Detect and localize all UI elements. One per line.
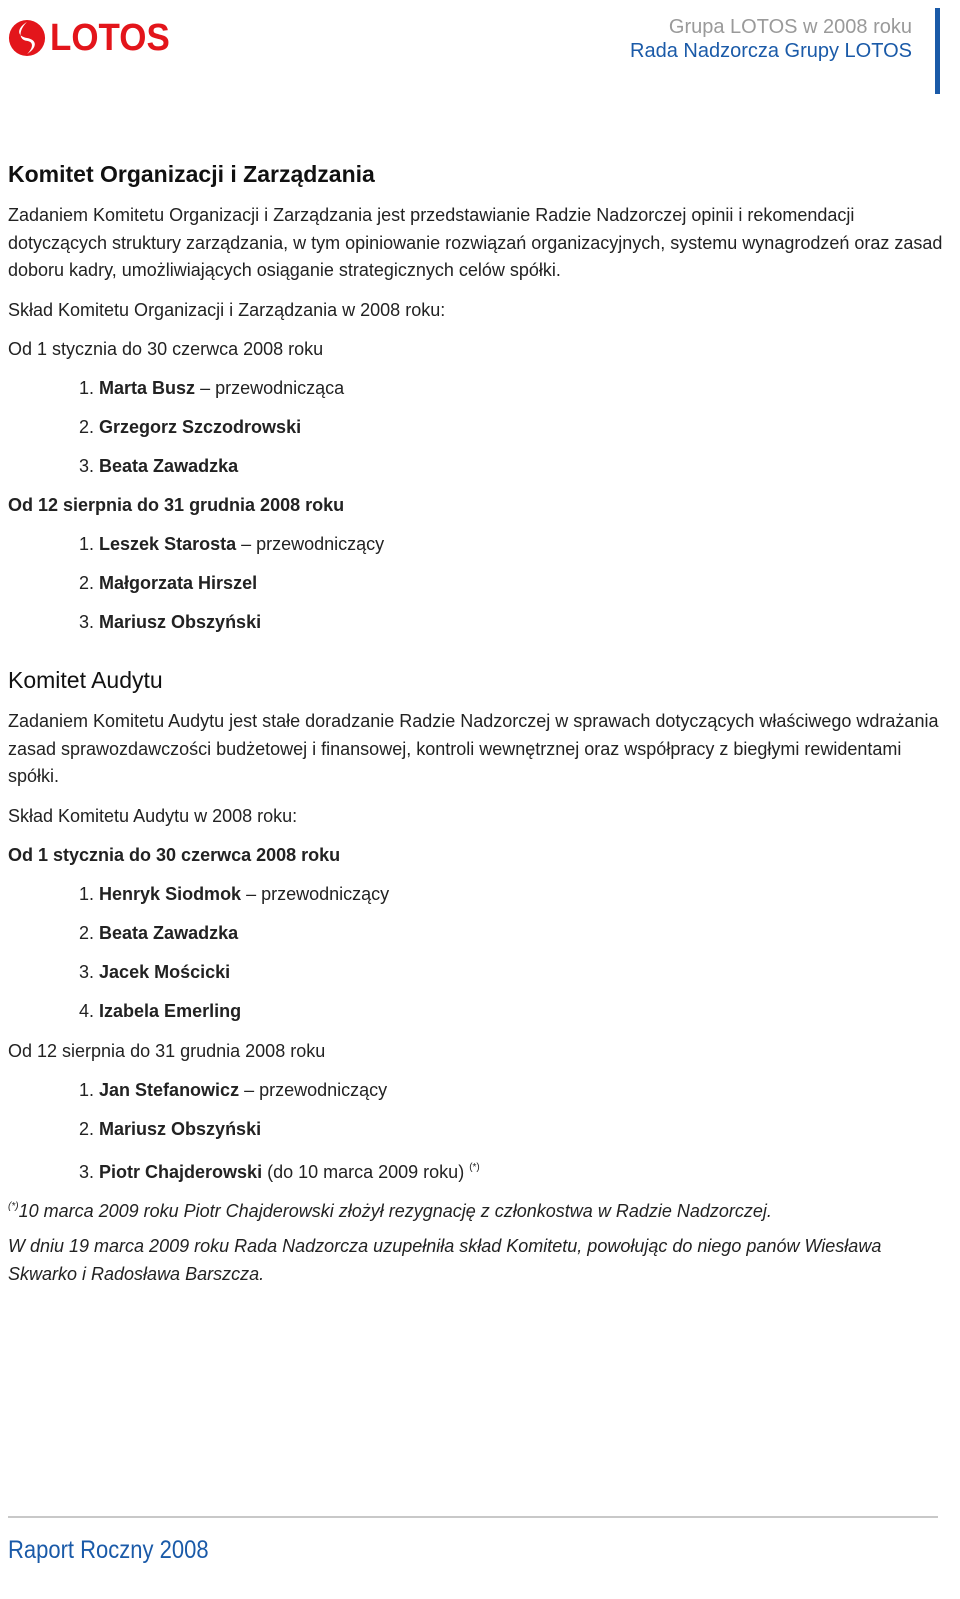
audit-p1-member-1: 1. Henryk Siodmok – przewodniczący (79, 884, 390, 904)
footnote-mark: (*) (8, 1201, 19, 1212)
footnote-text: 10 marca 2009 roku Piotr Chajderowski złożył rezygnację z członkostwa w Radzie Nadzorczej. (18, 1201, 772, 1221)
header-section-title: Rada Nadzorcza Grupy LOTOS (630, 40, 912, 62)
footer-divider (8, 1516, 938, 1518)
org-p2-member-1: 1. Leszek Starosta – przewodniczący (79, 534, 385, 554)
org-p2-member-3: 3. Mariusz Obszyński (79, 612, 262, 632)
logo-wordmark: LOTOS (50, 17, 170, 59)
org-committee-description: Zadaniem Komitetu Organizacji i Zarządzania jest przedstawianie Radzie Nadzorczej opinii i rekomendacji dotyczących struktury zarządzania, w tym opiniowanie rozwiązań organizacyjnych, systemu wynagrodzeń oraz zasad doboru kadry, umożliwiających osiąganie strategicznych celów spółki. (8, 205, 943, 281)
lotos-logo-icon (8, 19, 46, 57)
audit-composition-label: Skład Komitetu Audytu w 2008 roku: (8, 806, 298, 826)
audit-p1-member-2: 2. Beata Zawadzka (79, 923, 239, 943)
header-accent-bar (935, 8, 940, 94)
lotos-logo (8, 18, 180, 58)
audit-p1-member-3: 3. Jacek Mościcki (79, 962, 231, 982)
audit-note: W dniu 19 marca 2009 roku Rada Nadzorcza uzupełniła skład Komitetu, powołując do niego panów Wiesława Skwarko i Radosława Barszcza. (8, 1236, 882, 1284)
audit-committee-description: Zadaniem Komitetu Audytu jest stałe doradzanie Radzie Nadzorczej w sprawach dotyczących właściwego wdrażania zasad sprawozdawczości budżetowej i finansowej, kontroli wewnętrznej oraz współpracy z biegłymi rewidentami spółki. (8, 711, 939, 787)
audit-footnote (8, 1196, 772, 1222)
org-period1-label: Od 1 stycznia do 30 czerwca 2008 roku (8, 339, 324, 359)
footnote-reference: (*) (469, 1162, 480, 1173)
audit-p1-member-4: 4. Izabela Emerling (79, 1001, 242, 1021)
audit-p2-member-3: 3. Piotr Chajderowski (do 10 marca 2009 roku) (*) (79, 1162, 480, 1182)
audit-period2-label: Od 12 sierpnia do 31 grudnia 2008 roku (8, 1041, 326, 1061)
audit-committee-heading: Komitet Audytu (8, 667, 163, 693)
org-p2-member-2: 2. Małgorzata Hirszel (79, 573, 258, 593)
header-group-title: Grupa LOTOS w 2008 roku (668, 16, 912, 38)
footer-report-title: Raport Roczny 2008 (8, 1536, 209, 1564)
org-p1-member-3: 3. Beata Zawadzka (79, 456, 239, 476)
org-p1-member-1: 1. Marta Busz – przewodnicząca (79, 378, 345, 398)
audit-p2-member-1: 1. Jan Stefanowicz – przewodniczący (79, 1080, 388, 1100)
org-committee-heading: Komitet Organizacji i Zarządzania (8, 161, 375, 187)
org-period2-label: Od 12 sierpnia do 31 grudnia 2008 roku (8, 495, 345, 515)
org-p1-member-2: 2. Grzegorz Szczodrowski (79, 417, 302, 437)
document-header (630, 15, 912, 63)
org-composition-label: Skład Komitetu Organizacji i Zarządzania w 2008 roku: (8, 300, 446, 320)
audit-period1-label: Od 1 stycznia do 30 czerwca 2008 roku (8, 845, 341, 865)
audit-p2-member-2: 2. Mariusz Obszyński (79, 1119, 262, 1139)
